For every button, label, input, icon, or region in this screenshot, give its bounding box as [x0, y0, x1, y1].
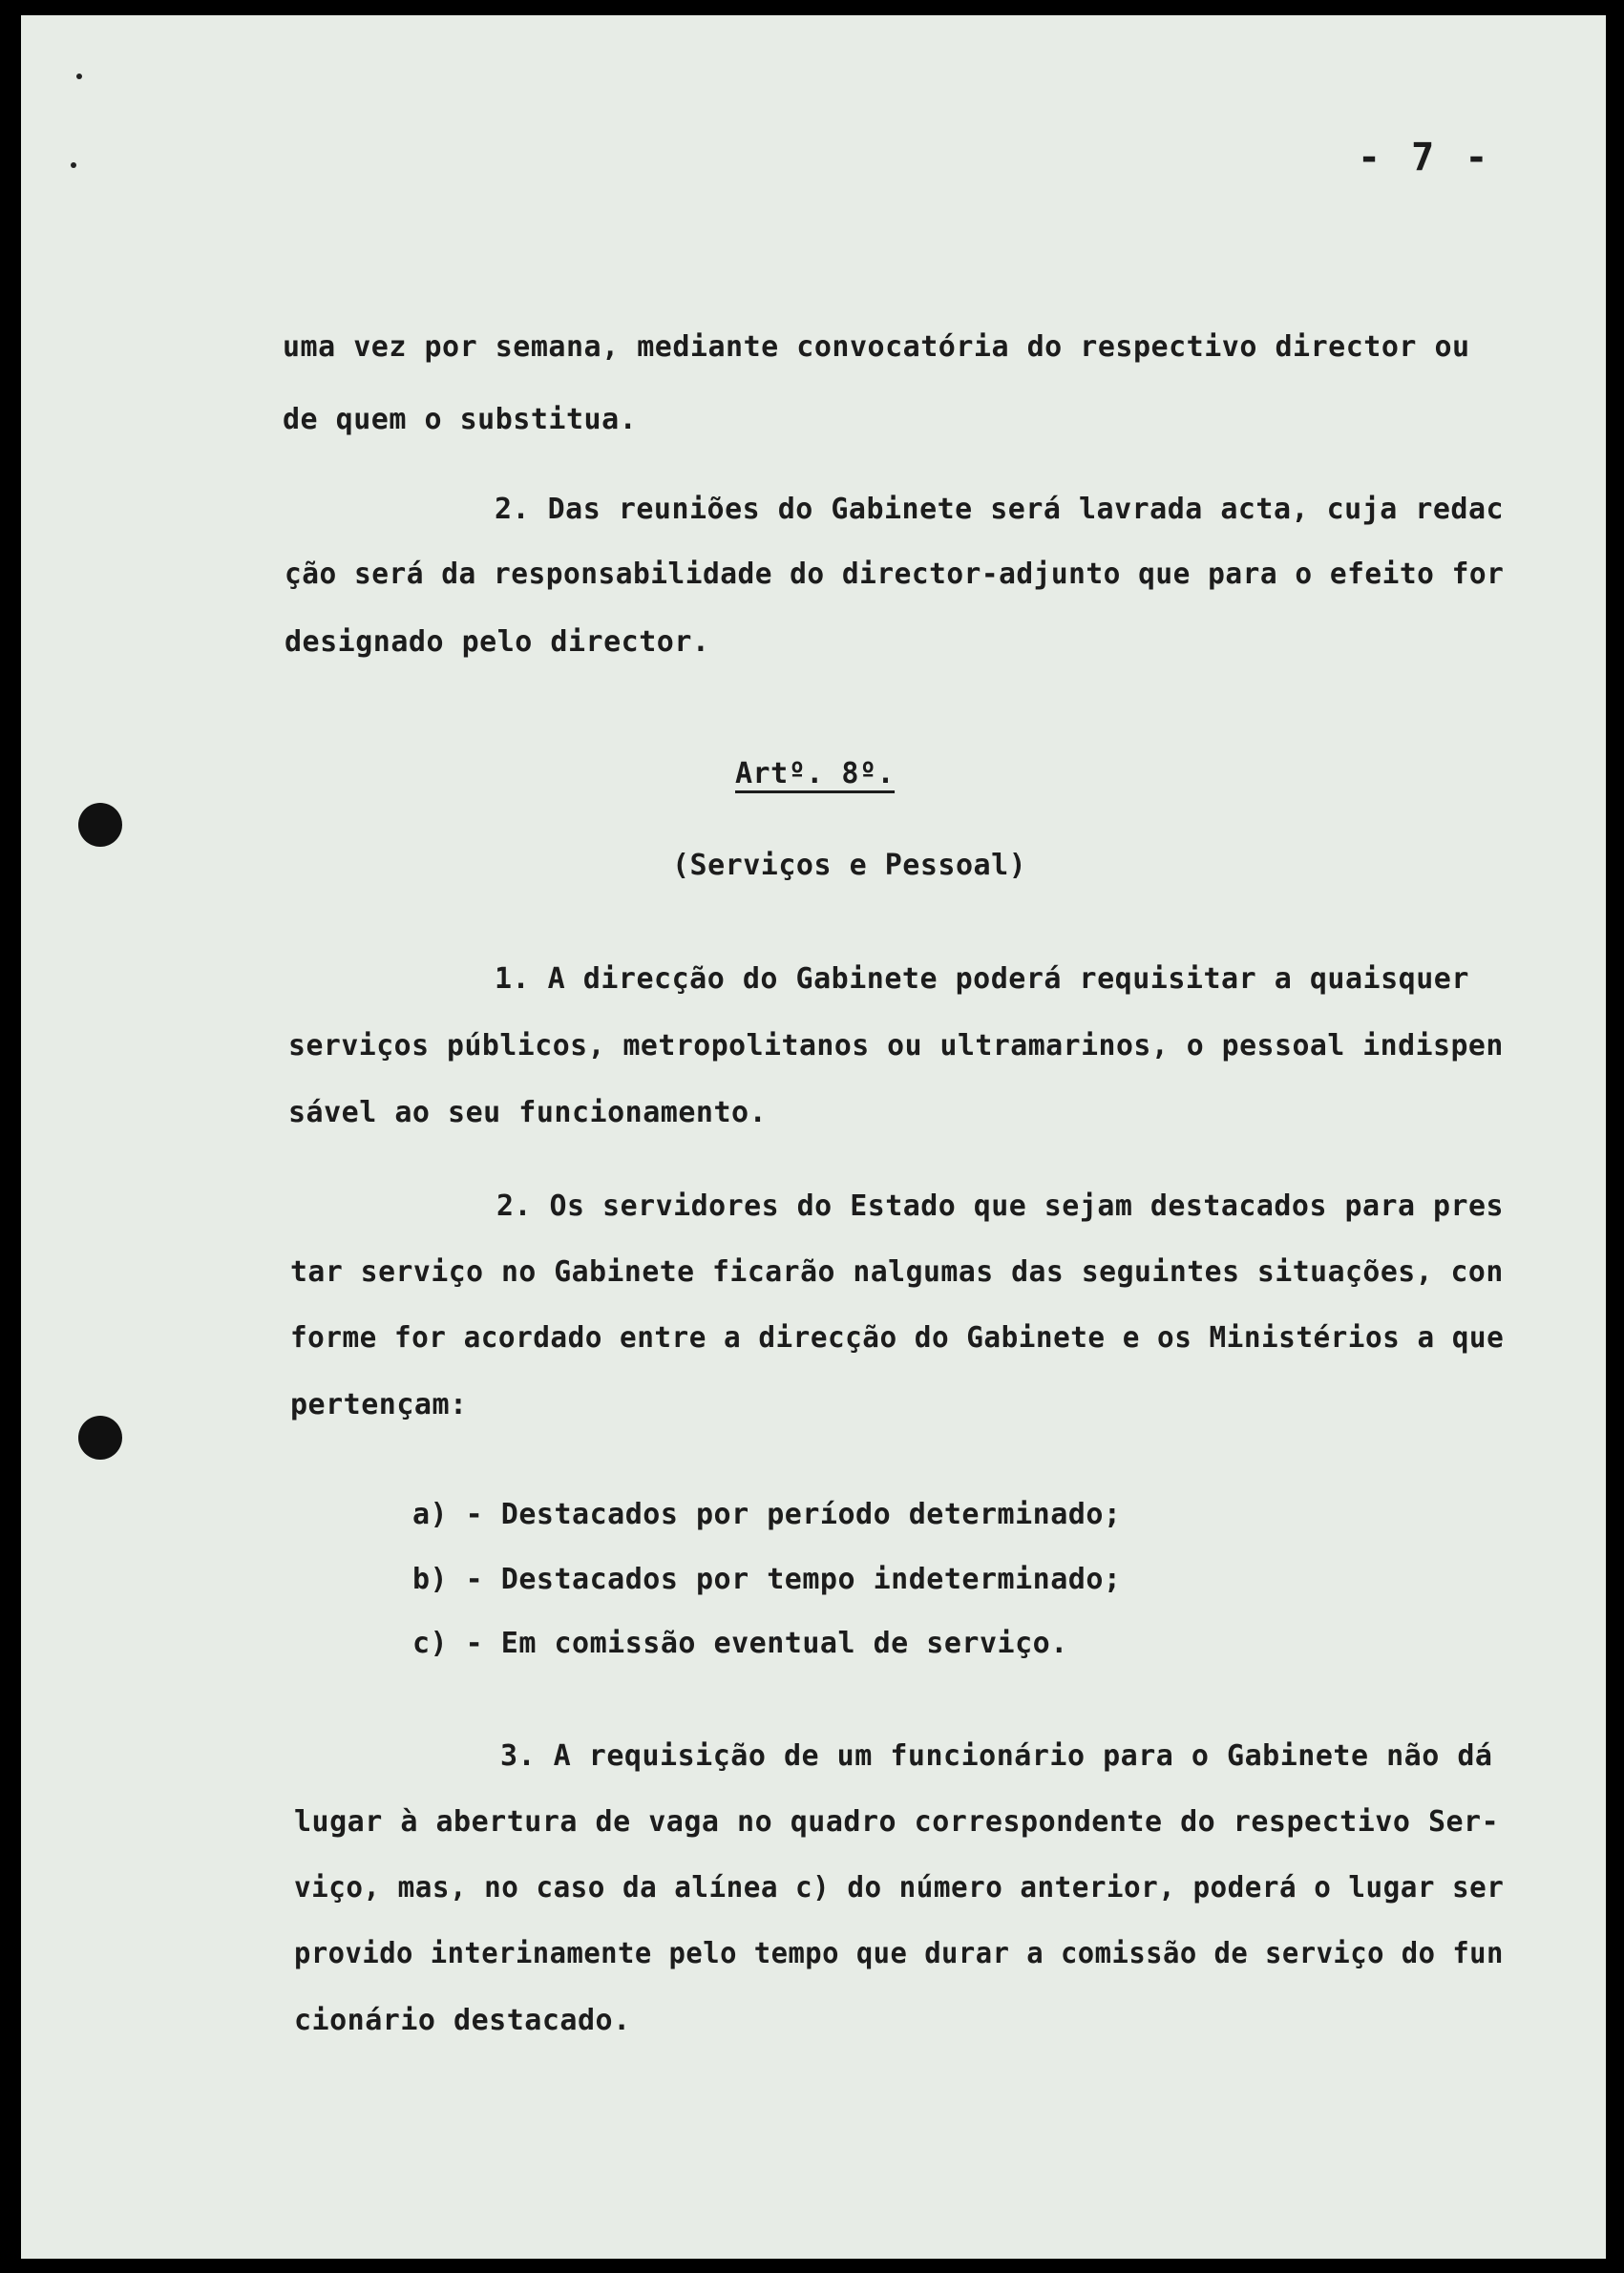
text-line: pertençam:: [290, 1388, 468, 1421]
text-line: 2. Das reuniões do Gabinete será lavrada acta, cuja redac: [495, 493, 1505, 526]
list-item: a) - Destacados por período determinado;: [412, 1498, 1122, 1531]
list-item: c) - Em comissão eventual de serviço.: [412, 1627, 1068, 1660]
text-line: 2. Os servidores do Estado que sejam destacados para pres: [496, 1189, 1505, 1223]
text-line: de quem o substitua.: [283, 403, 638, 436]
ink-speck: [76, 74, 82, 79]
punch-hole: [78, 1416, 122, 1460]
text-line: provido interinamente pelo tempo que durar a comissão de serviço do fun: [294, 1937, 1504, 1970]
text-line: forme for acordado entre a direcção do Gabinete e os Ministérios a que: [290, 1321, 1505, 1355]
text-line: 1. A direcção do Gabinete poderá requisitar a quaisquer: [495, 962, 1469, 996]
text-line: cionário destacado.: [294, 2004, 631, 2037]
ink-speck: [71, 162, 76, 168]
text-line: designado pelo director.: [285, 625, 710, 659]
punch-hole: [78, 803, 122, 847]
text-line: ção será da responsabilidade do director-adjunto que para o efeito for: [285, 558, 1505, 591]
page-number: - 7 -: [1358, 136, 1492, 179]
article-heading: Artº. 8º.: [735, 757, 896, 790]
list-item: b) - Destacados por tempo indeterminado;: [412, 1563, 1122, 1596]
text-line: 3. A requisição de um funcionário para o Gabinete não dá: [500, 1739, 1493, 1773]
text-line: tar serviço no Gabinete ficarão nalgumas das seguintes situações, con: [290, 1255, 1504, 1289]
text-line: sável ao seu funcionamento.: [288, 1096, 768, 1129]
article-subtitle: (Serviços e Pessoal): [672, 849, 1027, 882]
text-line: lugar à abertura de vaga no quadro correspondente do respectivo Ser-: [294, 1805, 1500, 1839]
text-line: serviços públicos, metropolitanos ou ultramarinos, o pessoal indispen: [288, 1029, 1504, 1063]
text-line: viço, mas, no caso da alínea c) do número anterior, poderá o lugar ser: [294, 1871, 1505, 1905]
text-line: uma vez por semana, mediante convocatória do respectivo director ou: [283, 330, 1470, 364]
